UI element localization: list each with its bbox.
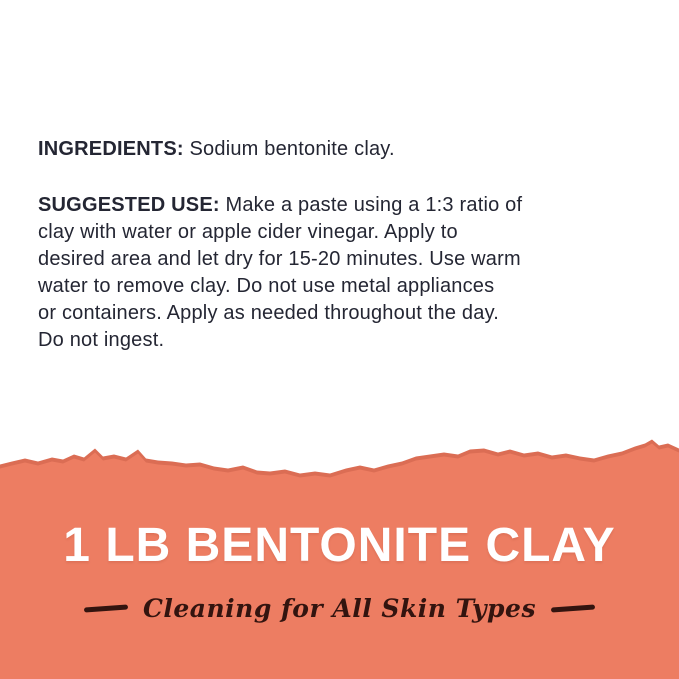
- suggested-use-label: SUGGESTED USE:: [38, 194, 220, 216]
- dash-right-icon: [551, 604, 595, 612]
- suggested-use-text-1: Make a paste using a 1:3 ratio of: [219, 194, 523, 216]
- product-title: 1 LB BENTONITE CLAY: [63, 519, 616, 572]
- torn-paper-edge: [0, 436, 679, 486]
- suggested-use-line-1: [38, 192, 651, 219]
- ingredients-text: Sodium bentonite clay.: [183, 138, 395, 160]
- suggested-use-line-6: Do not ingest.: [38, 329, 165, 351]
- tagline: [0, 594, 679, 623]
- ingredients-label: INGREDIENTS:: [38, 138, 184, 160]
- ingredients-line: [38, 136, 651, 163]
- suggested-use-line-5: or containers. Apply as needed throughout the day.: [38, 302, 500, 324]
- dash-left-icon: [84, 604, 128, 612]
- suggested-use-line-2: clay with water or apple cider vinegar. Apply to: [38, 221, 458, 243]
- info-section: [38, 136, 651, 354]
- tagline-text: Cleaning for All Skin Types: [142, 594, 537, 623]
- suggested-use-line-3: desired area and let dry for 15-20 minutes. Use warm: [38, 248, 521, 270]
- banner-section: [0, 480, 679, 679]
- suggested-use-line-4: water to remove clay. Do not use metal appliances: [38, 275, 495, 297]
